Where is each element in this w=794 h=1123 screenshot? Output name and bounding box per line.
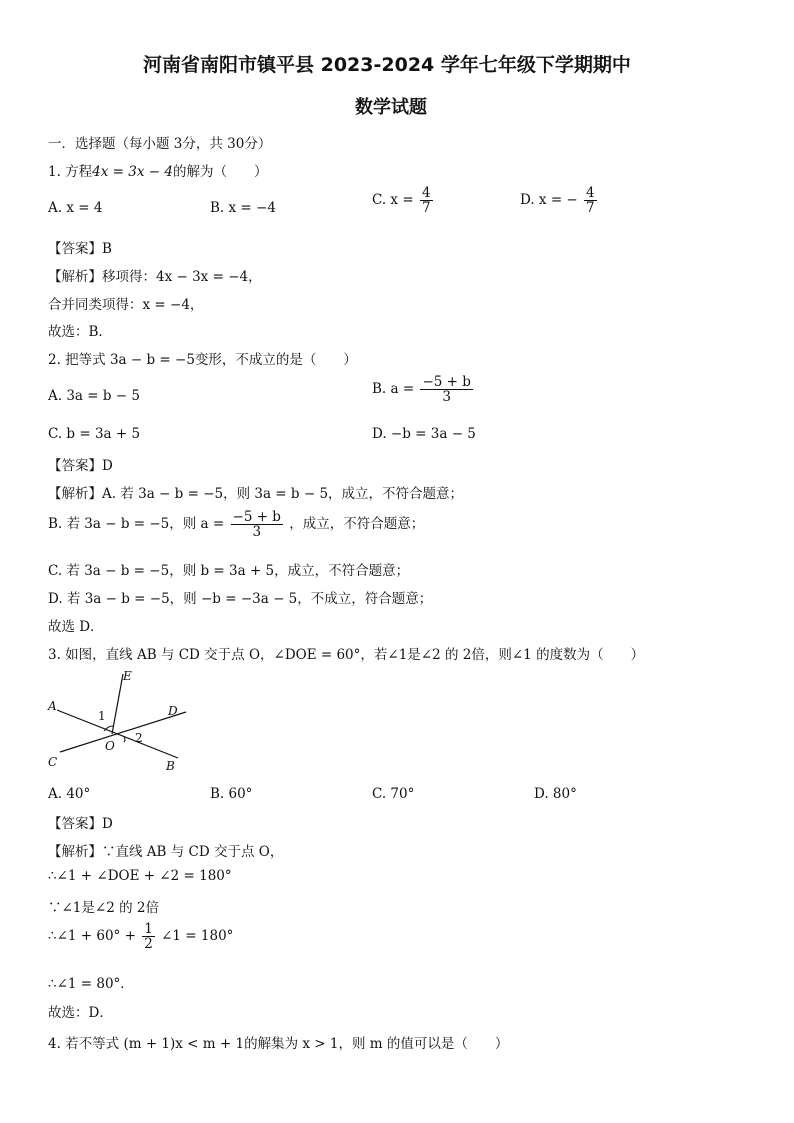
q1-option-a: A. x = 4 <box>48 200 103 216</box>
q1-option-c <box>372 186 435 215</box>
q2-analysis-b-suffix: ，成立，不符合题意； <box>289 516 425 533</box>
line-cd <box>60 712 186 752</box>
q3-option-c: C. 70° <box>372 786 415 802</box>
q3-analysis-line4 <box>48 922 233 951</box>
angle-2-arc <box>124 737 125 742</box>
q3-analysis-line5: ∴∠1 = 80°． <box>48 976 134 992</box>
q3-option-b: B. 60° <box>210 786 253 802</box>
q3-analysis-line4-fraction <box>142 922 155 951</box>
q2-analysis-d: D. 若 3a − b = −5，则 −b = −3a − 5，不成立，符合题意； <box>48 591 433 607</box>
document-title: 河南省南阳市镇平县 2023-2024 学年七年级下学期期中 <box>143 54 631 76</box>
label-point-d: D <box>168 704 178 718</box>
section-heading: 一．选择题（每小题 3分，共 30分） <box>48 136 272 152</box>
q3-answer: 【答案】D <box>48 816 113 832</box>
fraction-denominator: 7 <box>586 200 595 217</box>
fraction-denominator: 2 <box>144 936 153 953</box>
fraction-denominator: 3 <box>252 524 262 541</box>
q2-conclusion: 故选 D． <box>48 619 104 635</box>
label-angle-2: 2 <box>135 731 143 745</box>
q2-stem: 2. 把等式 3a − b = −5变形，不成立的是（ ） <box>48 352 357 368</box>
label-angle-1: 1 <box>98 709 106 723</box>
fraction-denominator: 7 <box>421 200 431 217</box>
q3-conclusion: 故选：D． <box>48 1005 113 1021</box>
q1-stem-suffix: 的解为（ ） <box>172 164 268 180</box>
q2-option-b-fraction <box>420 375 472 404</box>
q4-stem: 4. 若不等式 (m + 1)x < m + 1的解集为 x > 1，则 m 的值可以是（ ） <box>48 1036 509 1052</box>
label-point-o: O <box>105 739 115 753</box>
q3-geometry-figure <box>40 666 200 778</box>
q1-stem-math: 4x = 3x − 4 <box>92 164 173 180</box>
ray-oe <box>112 674 123 734</box>
fraction-numerator: 4 <box>586 185 595 201</box>
q1-conclusion: 故选：B． <box>48 324 112 340</box>
q2-analysis-b <box>48 510 424 539</box>
q3-analysis-line4-prefix: ∴∠1 + 60° + <box>48 928 136 945</box>
q1-option-d <box>520 186 599 215</box>
q2-option-c: C. b = 3a + 5 <box>48 426 141 442</box>
fraction-numerator: −5 + b <box>422 374 471 390</box>
fraction-denominator: 3 <box>442 389 451 406</box>
document-subtitle: 数学试题 <box>355 97 427 118</box>
fraction-numerator: 4 <box>421 185 431 201</box>
q1-stem-prefix: 1. 方程 <box>48 164 93 180</box>
q3-option-a: A. 40° <box>48 786 91 802</box>
q1-analysis-line1: 【解析】移项得：4x − 3x = −4， <box>48 269 262 285</box>
q2-analysis-b-prefix: B. 若 3a − b = −5，则 a = <box>48 516 225 533</box>
q3-analysis-line3: ∵∠1是∠2 的 2倍 <box>48 900 159 916</box>
q3-option-d: D. 80° <box>534 786 577 802</box>
fraction-numerator: 1 <box>144 921 153 937</box>
q1-stem <box>48 160 267 180</box>
q3-analysis-line2: ∴∠1 + ∠DOE + ∠2 = 180° <box>48 868 232 884</box>
q2-analysis-b-fraction <box>231 510 283 539</box>
label-point-b: B <box>166 759 175 773</box>
q2-option-b <box>372 375 475 404</box>
q3-analysis-line4-suffix: ∠1 = 180° <box>161 928 234 945</box>
q1-option-d-label: D. x = − <box>520 192 578 209</box>
q1-analysis-line2: 合并同类项得：x = −4， <box>48 297 204 313</box>
q1-option-c-fraction <box>420 186 433 215</box>
q3-analysis-line1: 【解析】∵直线 AB 与 CD 交于点 O， <box>48 844 284 860</box>
label-point-c: C <box>48 755 58 769</box>
q1-option-c-label: C. x = <box>372 192 414 209</box>
label-point-e: E <box>123 669 132 683</box>
q2-option-d: D. −b = 3a − 5 <box>372 426 476 442</box>
q2-option-a: A. 3a = b − 5 <box>48 388 140 404</box>
q3-stem: 3. 如图，直线 AB 与 CD 交于点 O，∠DOE = 60°，若∠1是∠2 的 2倍，则∠1 的度数为（ ） <box>48 647 645 663</box>
q1-option-d-fraction <box>584 186 597 215</box>
fraction-numerator: −5 + b <box>232 509 281 525</box>
label-point-a: A <box>48 699 57 713</box>
q1-answer: 【答案】B <box>48 241 112 257</box>
q2-analysis-c: C. 若 3a − b = −5，则 b = 3a + 5，成立，不符合题意； <box>48 563 410 579</box>
q2-option-b-label: B. a = <box>372 381 415 398</box>
q2-analysis-a: 【解析】A. 若 3a − b = −5，则 3a = b − 5，成立，不符合题意； <box>48 486 464 502</box>
q2-answer: 【答案】D <box>48 458 113 474</box>
q1-option-b: B. x = −4 <box>210 200 276 216</box>
